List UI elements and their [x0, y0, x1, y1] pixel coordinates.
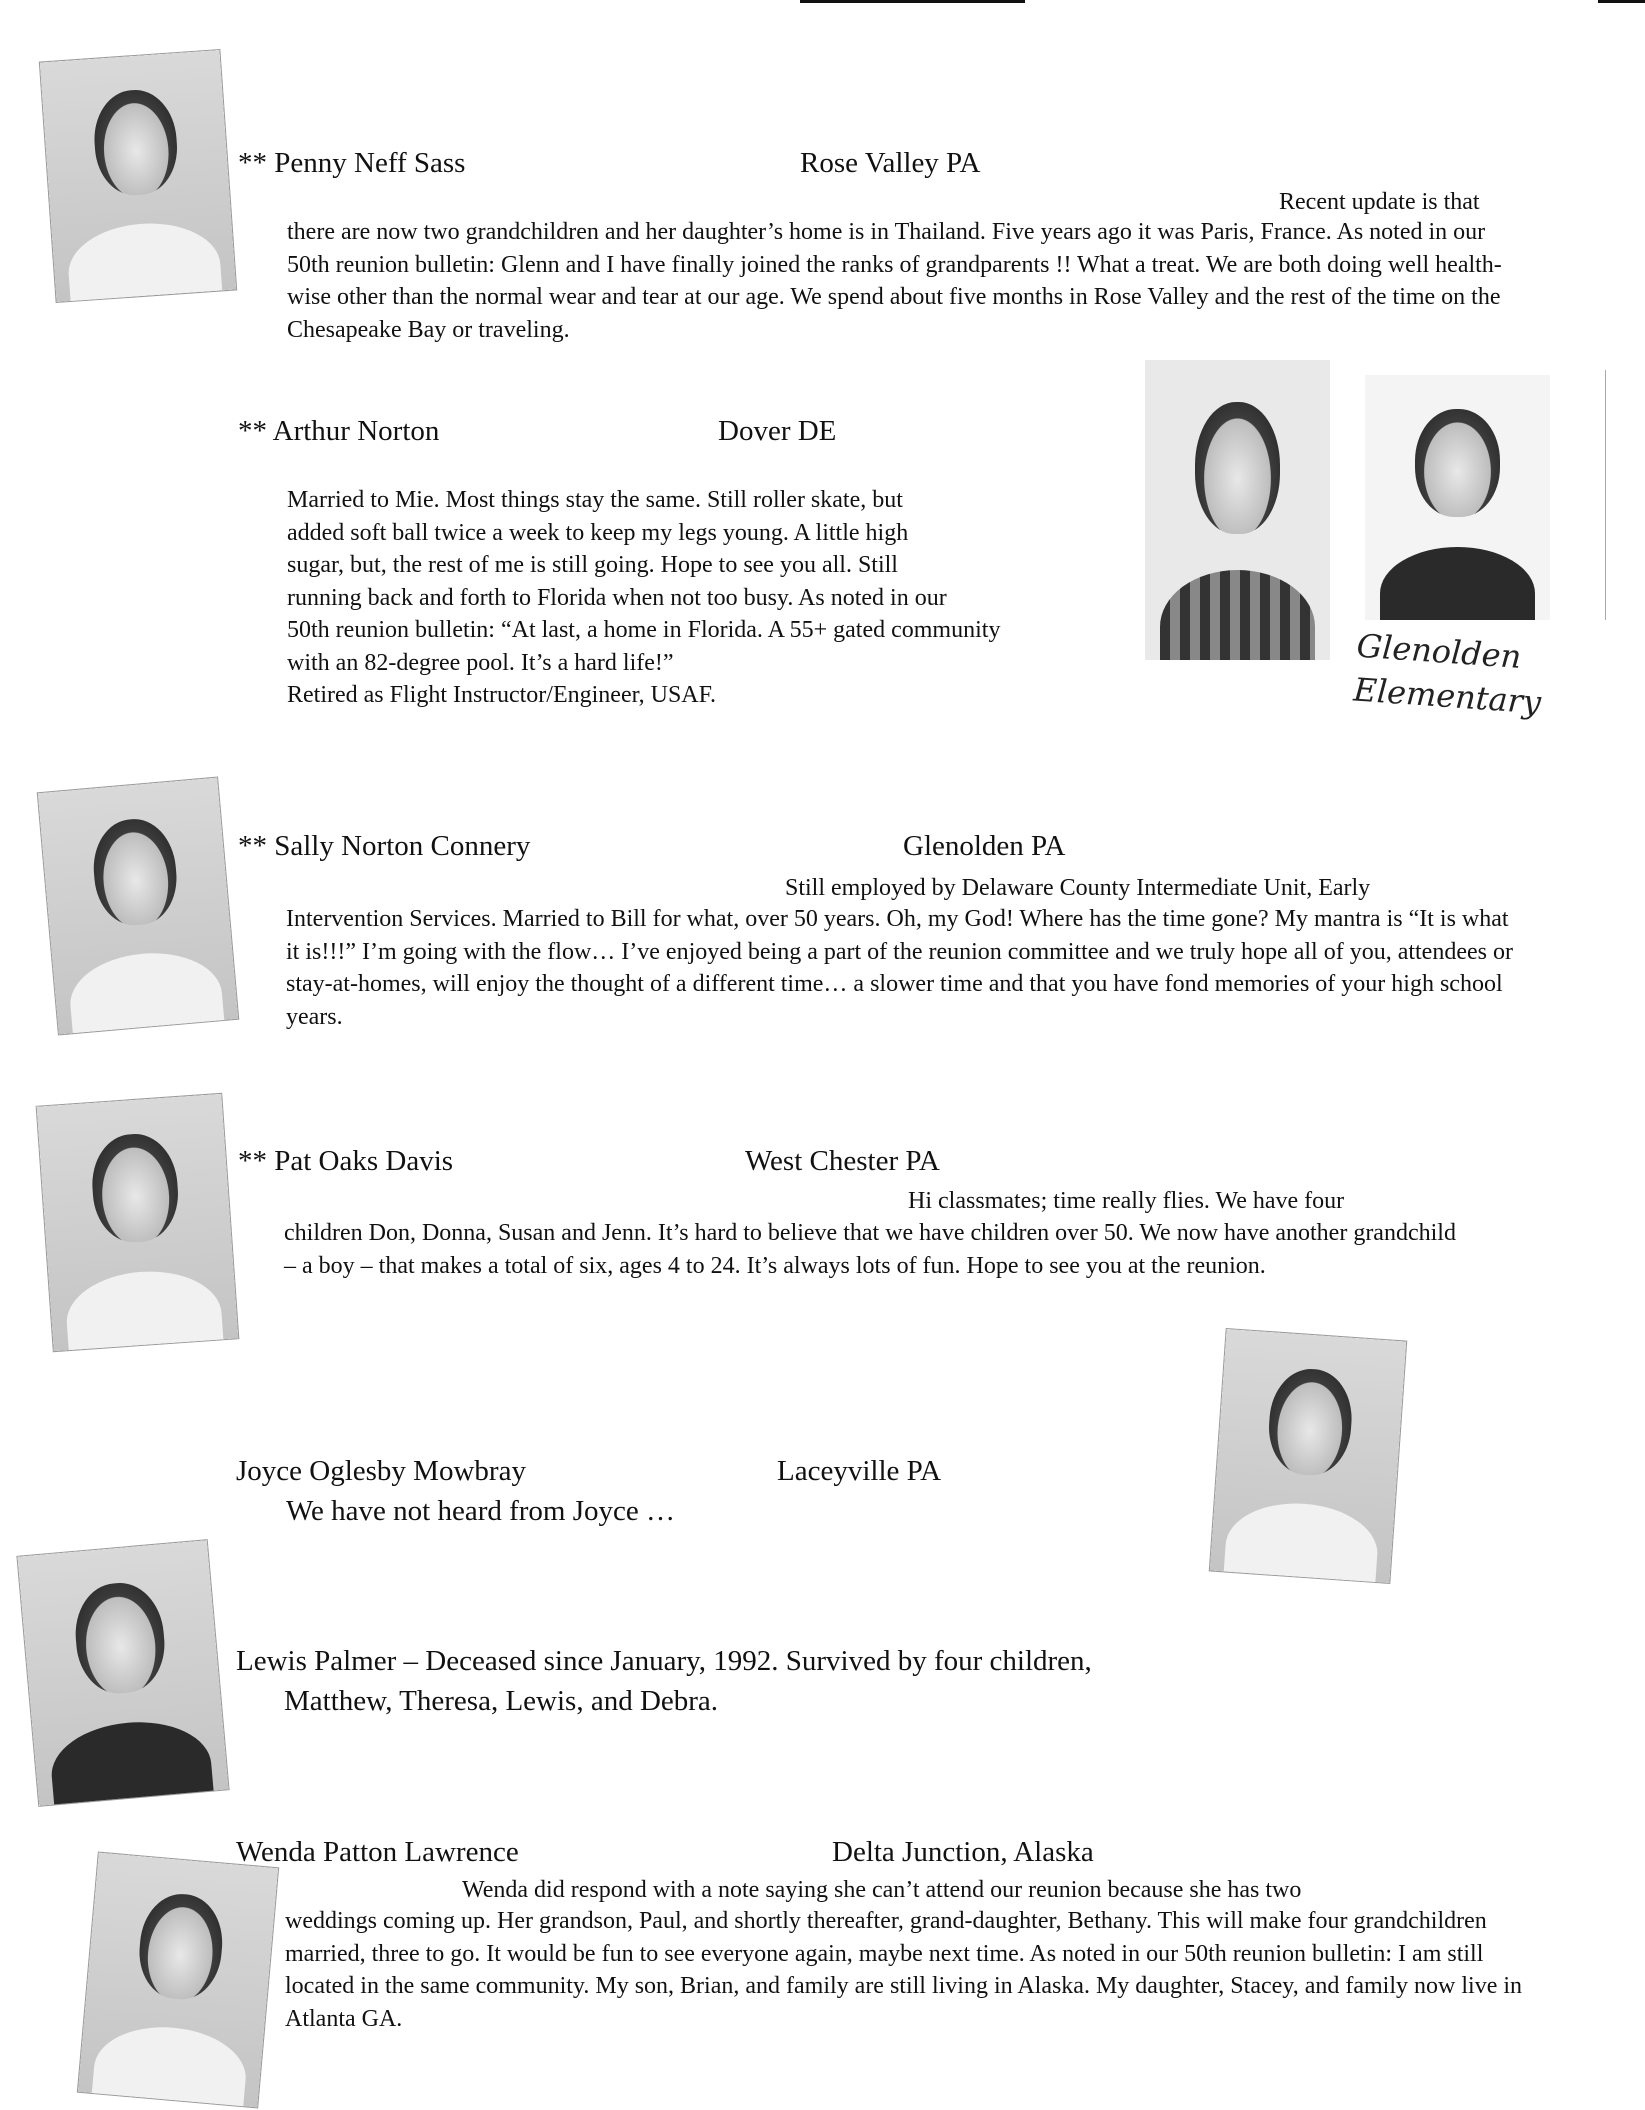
portrait-head [89, 1132, 181, 1245]
portrait-shoulders [48, 1716, 215, 1806]
photo-arthur-norton-elementary [1365, 375, 1550, 620]
entry-location: West Chester PA [745, 1145, 940, 1177]
entry-text [287, 484, 1147, 712]
entry-line: sugar, but, the rest of me is still going. Hope to see you all. Still [287, 552, 898, 578]
entry-line: Retired as Flight Instructor/Engineer, USAF. [287, 682, 717, 708]
portrait-head [1265, 1366, 1355, 1478]
entry-location: Rose Valley PA [800, 147, 981, 179]
entry-line: with an 82-degree pool. It’s a hard life!” [287, 649, 674, 676]
entry-line: 50th reunion bulletin: “At last, a home in Florida. A 55+ gated community [287, 617, 1001, 643]
entry-line: added soft ball twice a week to keep my legs young. A little high [287, 519, 909, 546]
entry-lead: Recent update is that [1279, 189, 1480, 215]
top-rule [800, 0, 1025, 3]
entry-line: Married to Mie. Most things stay the same. Still roller skate, but [287, 487, 903, 513]
portrait-shoulders [1223, 1499, 1380, 1583]
scan-edge-line [1605, 370, 1606, 620]
photo-arthur-norton-highschool [1145, 360, 1330, 660]
portrait-head [72, 1580, 169, 1697]
entry-location: Dover DE [718, 415, 837, 447]
entry-name: Joyce Oglesby Mowbray [236, 1455, 526, 1487]
entry-lead: Hi classmates; time really flies. We have four [908, 1188, 1345, 1214]
entry-location: Delta Junction, Alaska [832, 1836, 1094, 1868]
entry-text-para: children Don, Donna, Susan and Jenn. It’s hard to believe that we have children over 50. We now have another grandchild – a boy – that makes a total of six, ages 4 to 24. It’s always lots of fun. Hope to see you at the reunion. [284, 1220, 1456, 1279]
photo-penny-neff-sass [40, 50, 236, 302]
entry-name: ** Pat Oaks Davis [238, 1145, 454, 1177]
portrait-head [89, 816, 181, 929]
portrait-head [1415, 409, 1500, 517]
entry-name: Wenda Patton Lawrence [236, 1836, 519, 1868]
entry-text [286, 903, 1526, 1033]
portrait-shoulders [66, 219, 223, 302]
entry-text-para: weddings coming up. Her grandson, Paul, and shortly thereafter, grand-daughter, Bethany. This will make four grandchildren married, three to go. It would be fun to see everyone again, maybe next time. As noted in our 50th reunion bulletin: I am still located in the same community. My son, Brian, and family are still living in Alaska. My daughter, Stacey, and family now live in Atlanta GA. [285, 1908, 1523, 2032]
top-rule-right [1598, 0, 1645, 3]
portrait-shoulders [1380, 547, 1535, 621]
entry-text-line: Matthew, Theresa, Lewis, and Debra. [284, 1685, 719, 1717]
portrait-head [1195, 402, 1280, 534]
portrait-head [135, 1890, 227, 2002]
portrait-shoulders [91, 2021, 250, 2107]
entry-text-line: Lewis Palmer – Deceased since January, 1992. Survived by four children, [236, 1645, 1092, 1677]
entry-lead: Still employed by Delaware County Intermediate Unit, Early [785, 875, 1371, 901]
caption-line: Glenolden [1355, 626, 1523, 676]
entry-name: ** Penny Neff Sass [238, 147, 466, 179]
entry-text: We have not heard from Joyce … [286, 1495, 676, 1527]
entry-location: Laceyville PA [777, 1455, 942, 1487]
portrait-shoulders [63, 1266, 225, 1351]
handwritten-caption [1352, 624, 1545, 725]
photo-joyce-oglesby-mowbray [1210, 1329, 1406, 1583]
entry-lead: Wenda did respond with a note saying she can’t attend our reunion because she has two [462, 1877, 1302, 1903]
portrait-shoulders [1160, 570, 1315, 660]
entry-text [285, 1905, 1525, 2035]
portrait-shoulders [67, 948, 226, 1035]
portrait-head [91, 87, 181, 198]
entry-text [287, 216, 1527, 346]
caption-line: Elementary [1352, 670, 1543, 722]
entry-text [284, 1217, 1469, 1282]
entry-location: Glenolden PA [903, 830, 1066, 862]
entry-name: ** Arthur Norton [238, 415, 440, 447]
photo-sally-norton-connery [38, 778, 238, 1035]
entry-text-para: Intervention Services. Married to Bill for what, over 50 years. Oh, my God! Where has the time gone? My mantra is “It is what it is!!!” I’m going with the flow… I’ve enjoyed being a part of the reunion committee and we truly hope all of you, attendees or stay-at-homes, will enjoy the thought of a different time… a slower time and that you have fond memories of your high school years. [286, 906, 1513, 1030]
entry-name: ** Sally Norton Connery [238, 830, 531, 862]
photo-lewis-palmer [17, 1540, 228, 1806]
photo-pat-oaks-davis [37, 1094, 239, 1351]
photo-wenda-patton-lawrence [78, 1853, 278, 2108]
entry-text-para: there are now two grandchildren and her daughter’s home is in Thailand. Five years ago it was Paris, France. As noted in our 50th reunion bulletin: Glenn and I have finally joined the ranks of grandparents !! What a treat. We are both doing well health-wise other than the normal wear and tear at our age. We spend about five months in Rose Valley and the rest of the time on the Chesapeake Bay or traveling. [287, 219, 1502, 343]
entry-line: running back and forth to Florida when not too busy. As noted in our [287, 584, 947, 611]
